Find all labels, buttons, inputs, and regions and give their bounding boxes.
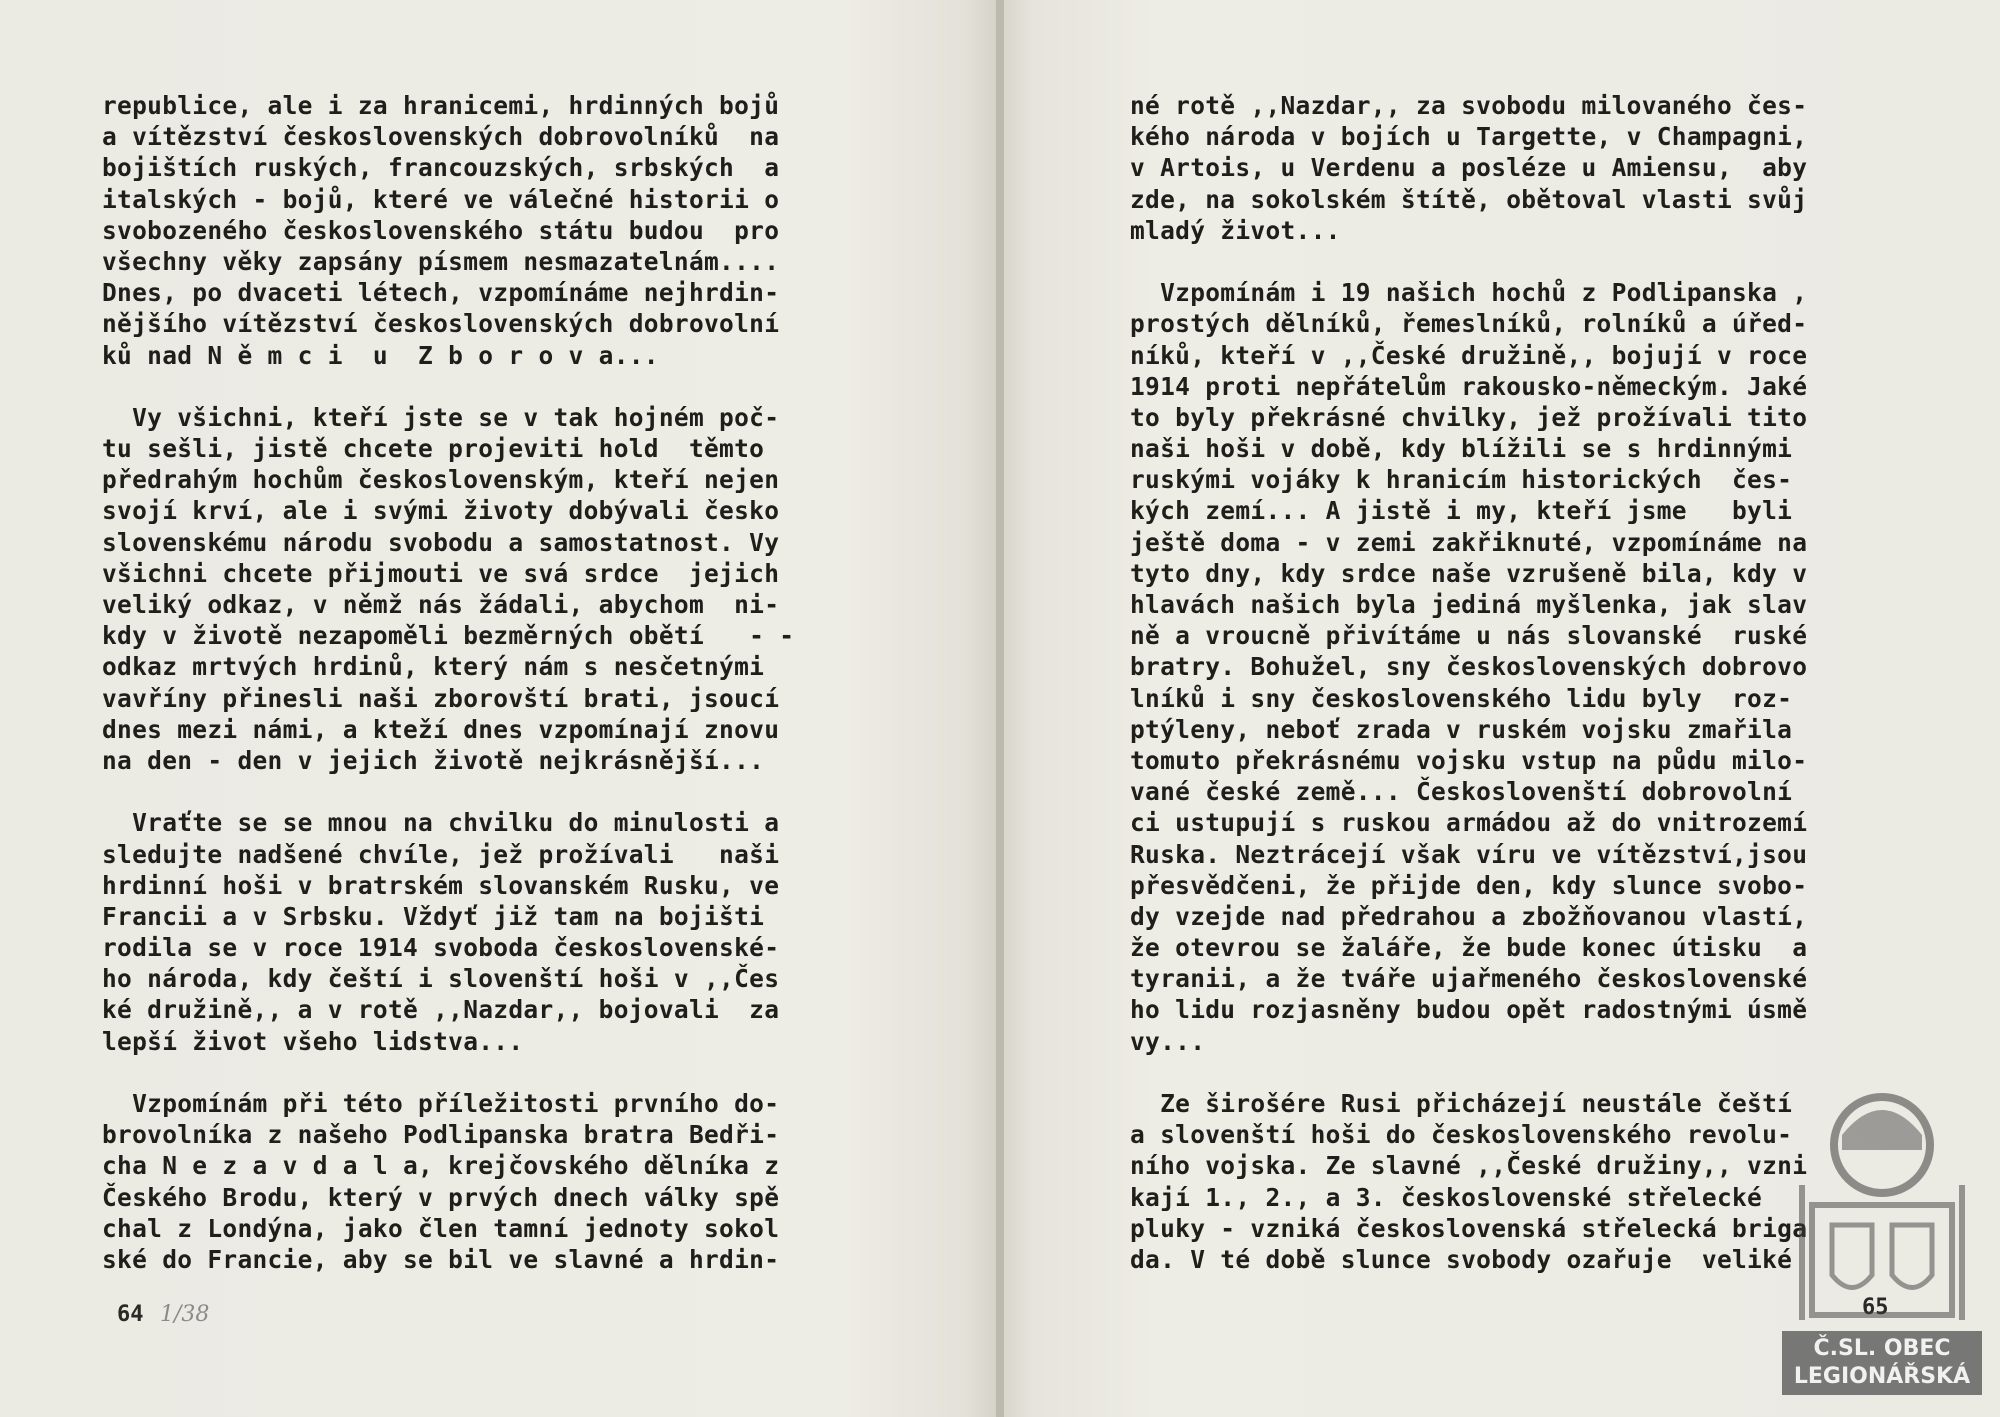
paragraph-gap: [1130, 246, 1807, 277]
book-gutter: [996, 0, 1004, 1417]
text-line: že otevrou se žaláře, že bude konec útisku a: [1130, 933, 1808, 963]
text-line: pluky - vzniká československá střelecká briga: [1130, 1213, 1808, 1243]
text-line: Vzpomínám i 19 našich hochů z Podlipanska ,: [1130, 278, 1808, 308]
text-line: svobozeného československého státu budou pro: [102, 215, 780, 245]
text-line: na den - den v jejich životě nejkrásnější...: [102, 745, 765, 775]
text-line: hlavách našich byla jediná myšlenka, jak slav: [1130, 590, 1808, 619]
text-line: zde, na sokolském štítě, obětoval vlasti svůj: [1130, 184, 1808, 214]
text-line: da. V té době slunce svobody ozařuje veliké: [1130, 1244, 1793, 1274]
stamp-line-1: Č.SL. OBEC: [1813, 1336, 1951, 1361]
text-line: vané české země... Českoslovenští dobrovolní: [1130, 777, 1793, 807]
text-line: ptýleny, neboť zrada v ruském vojsku zmařila: [1130, 714, 1793, 744]
text-line: republice, ale i za hranicemi, hrdinných bojů: [102, 91, 780, 120]
text-line: lepší život všeho lidstva...: [102, 1026, 524, 1056]
text-line: vy...: [1130, 1026, 1206, 1056]
page-number-left: 64: [117, 1302, 144, 1327]
text-line: kých zemí... A jistě i my, kteří jsme byli: [1130, 496, 1793, 526]
text-line: ké družině,, a v rotě ,,Nazdar,, bojovali za: [102, 995, 780, 1025]
text-line: slovenskému národu svobodu a samostatnost. Vy: [102, 527, 780, 557]
paragraph-gap: [102, 1057, 794, 1088]
text-line: ho národa, kdy čeští i slovenští hoši v ,,Čes: [102, 964, 780, 994]
paragraph-gap: [1130, 1057, 1807, 1088]
text-line: né rotě ,,Nazdar,, za svobodu milovaného čes-: [1130, 91, 1808, 120]
text-line: veliký odkaz, v němž nás žádali, abychom ni-: [102, 590, 780, 619]
text-line: tomuto překrásnému vojsku vstup na půdu milo-: [1130, 745, 1808, 775]
text-line: cha N e z a v d a l a, krejčovského dělníka z: [102, 1151, 780, 1181]
text-line: Francii a v Srbsku. Vždyť již tam na bojišti: [102, 901, 765, 931]
text-line: rodila se v roce 1914 svoboda československé-: [102, 933, 780, 963]
text-line: chal z Londýna, jako člen tamní jednoty sokol: [102, 1213, 780, 1243]
text-line: tyto dny, kdy srdce naše vzrušeně bila, kdy v: [1130, 558, 1808, 588]
right-page-text: [1130, 90, 1807, 1275]
text-line: ků nad N ě m c i u Z b o r o v a...: [102, 340, 659, 370]
text-line: ci ustupují s ruskou armádou až do vnitrozemí: [1130, 808, 1808, 838]
text-line: 1914 proti nepřátelům rakousko-německým. Jaké: [1130, 371, 1808, 401]
text-line: odkaz mrtvých hrdinů, který nám s nesčetnými: [102, 652, 765, 682]
text-line: kdy v životě nezapoměli bezměrných obětí - -: [102, 621, 795, 651]
text-line: kého národa v bojích u Targette, v Champagni,: [1130, 122, 1808, 152]
text-line: lníků i sny československého lidu byly roz-: [1130, 683, 1793, 713]
text-line: Ruska. Neztrácejí však víru ve vítězství,jsou: [1130, 839, 1808, 869]
text-line: kají 1., 2., a 3. československé střelecké: [1130, 1182, 1763, 1212]
text-line: italských - bojů, které ve válečné historii o: [102, 184, 780, 214]
text-line: tyranii, a že tváře ujařmeného československé: [1130, 964, 1808, 994]
page-number-right: 65: [1862, 1295, 1889, 1320]
text-line: brovolníka z našeho Podlipanska bratra Bedři-: [102, 1120, 780, 1150]
text-line: všechny věky zapsány písmem nesmazatelnám....: [102, 246, 780, 276]
text-line: ještě doma - v zemi zakřiknuté, vzpomínáme na: [1130, 527, 1808, 557]
text-line: prostých dělníků, řemeslníků, rolníků a úřed-: [1130, 309, 1808, 339]
text-line: Vzpomínám při této příležitosti prvního do-: [102, 1089, 780, 1118]
text-line: ního vojska. Ze slavné ,,České družiny,, vzni: [1130, 1151, 1808, 1181]
text-line: naši hoši v době, kdy blížili se s hrdinnými: [1130, 434, 1793, 464]
legion-stamp: [1782, 1075, 1982, 1395]
text-line: Českého Brodu, který v prvých dnech války spě: [102, 1182, 780, 1212]
text-line: ho lidu rozjasněny budou opět radostnými úsmě: [1130, 995, 1808, 1025]
text-line: dy vzejde nad předrahou a zbožňovanou vlastí,: [1130, 901, 1808, 931]
text-line: hrdinní hoši v bratrském slovanském Rusku, ve: [102, 870, 780, 900]
text-line: bratry. Bohužel, sny československých dobrovo: [1130, 652, 1808, 682]
text-line: sledujte nadšené chvíle, jež prožívali naši: [102, 839, 780, 869]
text-line: předrahým hochům československým, kteří nejen: [102, 465, 780, 495]
text-line: Vy všichni, kteří jste se v tak hojném poč-: [102, 402, 780, 432]
text-line: ské do Francie, aby se bil ve slavné a hrdin-: [102, 1244, 780, 1274]
text-line: Vraťte se se mnou na chvilku do minulosti a: [102, 808, 780, 838]
left-page-text: [102, 90, 794, 1275]
text-line: a vítězství československých dobrovolníků na: [102, 122, 780, 152]
stamp-label: [1782, 1331, 1982, 1395]
text-line: ruskými vojáky k hranicím historických čes-: [1130, 465, 1793, 495]
left-page: [0, 0, 996, 1417]
text-line: to byly překrásné chvilky, jež prožívali tito: [1130, 402, 1808, 432]
paragraph-gap: [102, 371, 794, 402]
text-line: dnes mezi námi, a kteží dnes vzpomínají znovu: [102, 714, 780, 744]
text-line: vavříny přinesli naši zborovští brati, jsoucí: [102, 683, 780, 713]
paragraph-gap: [102, 776, 794, 807]
pencil-mark: 1/38: [160, 1302, 210, 1327]
stamp-line-2: LEGIONÁŘSKÁ: [1793, 1364, 1971, 1389]
text-line: nějšího vítězství československých dobrovolní: [102, 309, 780, 339]
text-line: ně a vroucně přivítáme u nás slovanské ruské: [1130, 621, 1808, 651]
text-line: a slovenští hoši do československého revolu-: [1130, 1120, 1793, 1150]
soldier-emblem-icon: [1782, 1075, 1982, 1325]
text-line: svojí krví, ale i svými životy dobývali česko: [102, 496, 780, 526]
right-page: [1004, 0, 2000, 1417]
text-line: přesvědčeni, že přijde den, kdy slunce svobo-: [1130, 870, 1808, 900]
text-line: mladý život...: [1130, 215, 1341, 245]
text-line: v Artois, u Verdenu a posléze u Amiensu, aby: [1130, 153, 1808, 183]
text-line: Ze širošére Rusi přicházejí neustále čeští: [1130, 1089, 1793, 1118]
text-line: Dnes, po dvaceti létech, vzpomínáme nejhrdin-: [102, 278, 780, 308]
text-line: bojištích ruských, francouzských, srbských a: [102, 153, 780, 183]
text-line: níků, kteří v ,,České družině,, bojují v roce: [1130, 340, 1808, 370]
text-line: všichni chcete přijmouti ve svá srdce jejich: [102, 558, 780, 588]
text-line: tu sešli, jistě chcete projeviti hold těmto: [102, 434, 765, 464]
